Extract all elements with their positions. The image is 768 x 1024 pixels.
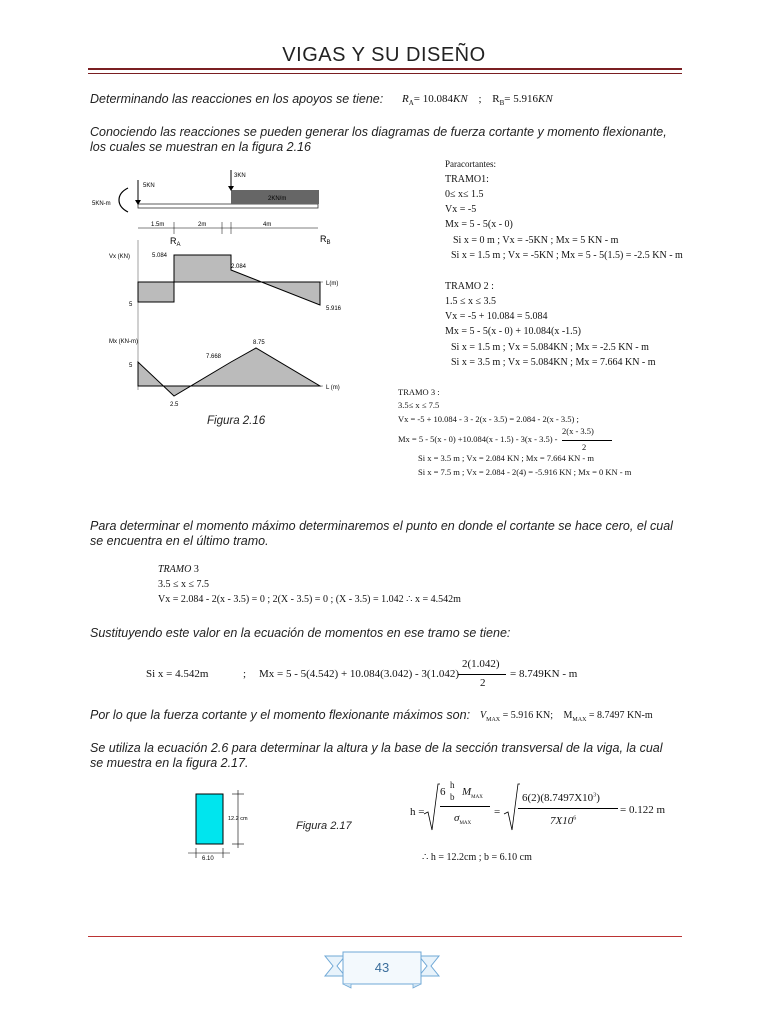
reactions-equation <box>402 93 553 107</box>
shear-region-2 <box>174 255 320 305</box>
t3-6: Si x = 3.5 m ; Vx = 2.084 KN ; Mx = 7.664 KN - m <box>418 453 594 463</box>
point-load-label: 5KN <box>143 183 155 189</box>
t1-1: 0≤ x≤ 1.5 <box>445 189 484 200</box>
t1-2: Vx = -5 <box>445 204 477 215</box>
den2: 7X10 <box>550 815 574 827</box>
beam <box>138 204 318 208</box>
figure-2-17-section <box>178 782 258 862</box>
reacciones-text: Determinando las reacciones en los apoyos se tiene: <box>90 92 384 106</box>
dim-1: 1.5m <box>151 222 165 228</box>
dim-2: 2m <box>198 222 207 228</box>
h-result: = 0.122 m <box>620 804 666 816</box>
ecuacion-text-1: Se utiliza la ecuación 2.6 para determinar la altura y la base de la sección transversal de la viga, la cual <box>90 741 663 755</box>
diagramas-text-2: los cuales se muestran en la figura 2.16 <box>90 140 311 154</box>
vx-label-4: 5.916 <box>326 306 342 312</box>
h-equation <box>410 782 670 834</box>
ra-unit: KN <box>453 93 468 105</box>
vx-label-2: 2.084 <box>231 264 247 270</box>
mx-label-4: 2.5 <box>170 402 179 408</box>
sust-num: 2(1.042) <box>462 658 500 670</box>
t3-7: Si x = 7.5 m ; Vx = 2.084 - 2(4) = -5.916 KN ; Mx = 0 KN - m <box>418 467 632 477</box>
header-rule-thin <box>88 73 682 74</box>
sust-si: Si x = 4.542m <box>146 668 209 680</box>
rb: R <box>320 234 327 244</box>
den2-exp: 6 <box>573 815 577 822</box>
tramo-number: 3 <box>193 564 199 575</box>
sigma: σ <box>454 812 460 824</box>
t1-0: TRAMO1: <box>445 174 489 185</box>
num-h: h <box>450 780 455 790</box>
maximos-text: Por lo que la fuerza cortante y el momento flexionante máximos son: <box>90 708 471 722</box>
eq2: = <box>494 806 501 818</box>
sust-den: 2 <box>480 677 486 689</box>
mmax: M <box>563 710 573 721</box>
shear-region-1 <box>138 282 174 302</box>
rb-sub: B <box>499 99 505 108</box>
maximo-rango: 3.5 ≤ x ≤ 7.5 <box>158 579 209 590</box>
maximo-eq: Vx = 2.084 - 2(x - 3.5) = 0 ; 2(X - 3.5) = 0 ; (X - 3.5) = 1.042 ∴ x = 4.542m <box>158 594 461 605</box>
height-label: 12.2 cm <box>228 816 248 822</box>
ra-sub: A <box>408 99 414 108</box>
mx-label-3: 5 <box>129 363 133 369</box>
fraction-bar <box>518 808 618 809</box>
vmax: V <box>480 710 487 721</box>
t3-4: Mx = 5 - 5(x - 0) +10.084(x - 1.5) - 3(x - 3.5) - <box>398 434 558 444</box>
page-number: 43 <box>374 960 390 975</box>
vx-label-1: 5.084 <box>152 253 168 259</box>
rb-unit: KN <box>538 93 553 105</box>
figure-2-16-caption: Figura 2.16 <box>207 415 266 427</box>
final-dimensions: ∴ h = 12.2cm ; b = 6.10 cm <box>422 852 532 863</box>
moment-region <box>138 348 320 396</box>
rb-sub: B <box>326 240 331 246</box>
maximo-text-2: se encuentra en el último tramo. <box>90 534 269 548</box>
distributed-label: 2KN/m <box>268 196 287 202</box>
num-b: b <box>450 792 455 802</box>
base-label: 6.10 <box>202 856 214 862</box>
sigma-term <box>454 812 471 826</box>
sigma-sub: MAX <box>459 821 472 827</box>
fraction-bar <box>458 674 506 675</box>
figure-2-17-caption: Figura 2.17 <box>296 820 352 832</box>
sust-sep: ; <box>243 668 247 680</box>
t3-5: 2 <box>582 442 587 452</box>
header-rule <box>88 68 682 70</box>
sustituyendo-text: Sustituyendo este valor en la ecuación de momentos en ese tramo se tiene: <box>90 626 511 640</box>
sqrt-icon <box>422 782 440 832</box>
t1-4: Si x = 0 m ; Vx = -5KN ; Mx = 5 KN - m <box>453 235 619 246</box>
sust-res: = 8.749KN - m <box>510 668 578 680</box>
ra: R <box>170 236 177 246</box>
point-load-label-2: 3KN <box>234 173 246 179</box>
t2-0: TRAMO 2 : <box>445 281 494 292</box>
para-cortantes: Paracortantes: <box>445 159 496 169</box>
t2-2: Vx = -5 + 10.084 = 5.084 <box>445 311 548 322</box>
t2-4: Si x = 1.5 m ; Vx = 5.084KN ; Mx = -2.5 KN - m <box>451 342 649 353</box>
maximo-text-1: Para determinar el momento máximo determinaremos el punto en donde el cortante se hace cero, el cual <box>90 519 673 533</box>
tramo-word: TRAMO <box>158 564 192 575</box>
page-header-title: VIGAS Y SU DISEÑO <box>282 44 486 66</box>
rb-value: = 5.916 <box>504 93 538 105</box>
t3-2: Vx = -5 + 10.084 - 3 - 2(x - 3.5) = 2.084 - 2(x - 3.5) ; <box>398 414 579 424</box>
ra-sub: A <box>176 242 181 248</box>
t3-0: TRAMO 3 : <box>398 387 440 397</box>
ecuacion-text-2: se muestra en la figura 2.17. <box>90 756 249 770</box>
den2-term <box>550 815 576 827</box>
diagramas-text-1: Conociendo las reacciones se pueden generar los diagramas de fuerza cortante y momento flexionante, <box>90 125 667 139</box>
sqrt-icon <box>502 782 520 832</box>
moment-arrow-icon <box>119 188 128 212</box>
num1: 6 <box>440 786 446 798</box>
h-eq: h = <box>410 806 425 818</box>
dim-3: 4m <box>263 222 272 228</box>
t2-5: Si x = 3.5 m ; Vx = 5.084KN ; Mx = 7.664 KN - m <box>451 357 656 368</box>
mx-l-label: L (m) <box>326 385 340 391</box>
sep: ; <box>478 93 482 105</box>
t1-3: Mx = 5 - 5(x - 0) <box>445 219 513 230</box>
num2: 6(2)(8.7497X10 <box>522 792 594 804</box>
mx-label-1: 8.75 <box>253 340 265 346</box>
vx-axis-label: Vx (KN) <box>109 254 130 260</box>
mmax-val: = 8.7497 KN-m <box>588 710 653 721</box>
maximos-values <box>480 710 653 723</box>
beam-section <box>196 794 223 844</box>
ra-value: = 10.084 <box>413 93 454 105</box>
footer-rule <box>88 936 682 937</box>
t3-1: 3.5≤ x ≤ 7.5 <box>398 400 440 410</box>
t3-3: 2(x - 3.5) <box>562 426 594 436</box>
figure-2-16-diagram <box>88 160 358 410</box>
t2-1: 1.5 ≤ x ≤ 3.5 <box>445 296 496 307</box>
vx-label-3: 5 <box>129 302 133 308</box>
t1-5: Si x = 1.5 m ; Vx = -5KN ; Mx = 5 - 5(1.5) = -2.5 KN - m <box>451 250 683 261</box>
t2-3: Mx = 5 - 5(x - 0) + 10.084(x -1.5) <box>445 326 581 337</box>
mx-axis-label: Mx (KN-m) <box>109 339 138 345</box>
mmax-sub: MAX <box>572 717 587 723</box>
moment-label: 5KN-m <box>92 201 111 207</box>
maximo-tramo <box>158 564 199 575</box>
mmax-term <box>462 786 483 800</box>
ra-label <box>170 236 181 248</box>
mx-label-2: 7.668 <box>206 354 222 360</box>
vx-l-label: L(m) <box>326 281 339 287</box>
sust-mx: Mx = 5 - 5(4.542) + 10.084(3.042) - 3(1.042) - <box>259 668 466 680</box>
vmax-val: = 5.916 KN; <box>502 710 553 721</box>
ra-label: R <box>402 93 409 105</box>
m-max-sub: MAX <box>471 795 483 801</box>
vmax-sub: MAX <box>486 717 501 723</box>
num2-close: ) <box>596 792 600 804</box>
m-max: M <box>462 786 472 798</box>
fraction-bar <box>440 806 490 807</box>
rb-label: R <box>492 93 500 105</box>
fraction-bar <box>562 440 612 441</box>
num2-exp: 3 <box>593 792 597 799</box>
rb-label <box>320 234 331 246</box>
num2-term <box>522 792 600 804</box>
